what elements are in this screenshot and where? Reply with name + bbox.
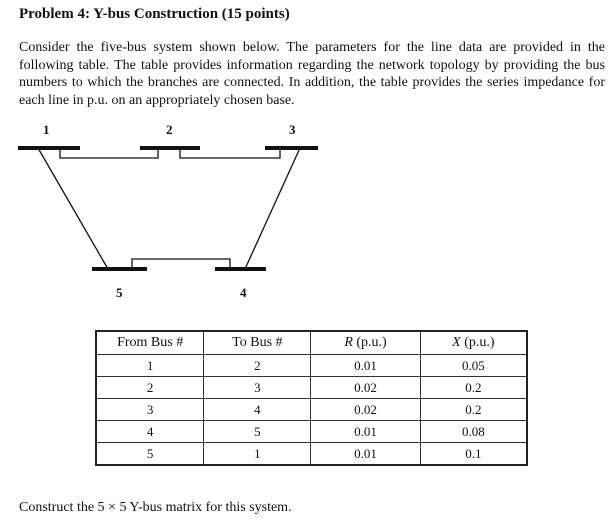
cell-x: 0.05	[420, 355, 527, 377]
cell-r: 0.02	[311, 377, 420, 399]
problem-instruction: Construct the 5 × 5 Y-bus matrix for this system.	[19, 500, 292, 515]
cell-x: 0.2	[420, 377, 527, 399]
header-to-bus: To Bus #	[204, 331, 311, 355]
cell-to: 5	[204, 421, 311, 443]
cell-from: 5	[96, 443, 204, 466]
cell-r: 0.01	[311, 443, 420, 466]
table-row	[96, 377, 527, 399]
header-x-unit: (p.u.)	[460, 335, 495, 350]
header-from-bus: From Bus #	[96, 331, 204, 355]
table-row	[96, 355, 527, 377]
bus-label-4: 4	[240, 285, 247, 300]
cell-from: 1	[96, 355, 204, 377]
cell-to: 3	[204, 377, 311, 399]
header-reactance	[420, 331, 527, 355]
cell-to: 1	[204, 443, 311, 466]
cell-from: 4	[96, 421, 204, 443]
bus-label-1: 1	[43, 122, 50, 137]
line-5-1	[38, 148, 108, 269]
header-r-unit: (p.u.)	[352, 335, 387, 350]
cell-x: 0.2	[420, 399, 527, 421]
cell-x: 0.1	[420, 443, 527, 466]
table-row	[96, 399, 527, 421]
bus-label-2: 2	[166, 122, 173, 137]
bus-label-5: 5	[116, 285, 123, 300]
table-row	[96, 421, 527, 443]
cell-r: 0.02	[311, 399, 420, 421]
header-r-symbol: R	[344, 335, 353, 350]
line-data-table	[95, 330, 528, 466]
cell-from: 2	[96, 377, 204, 399]
cell-to: 4	[204, 399, 311, 421]
header-resistance	[311, 331, 420, 355]
bus-label-3: 3	[289, 122, 296, 137]
header-x-symbol: X	[452, 335, 461, 350]
cell-from: 3	[96, 399, 204, 421]
cell-r: 0.01	[311, 421, 420, 443]
cell-to: 2	[204, 355, 311, 377]
line-3-4	[245, 148, 300, 269]
cell-r: 0.01	[311, 355, 420, 377]
problem-title: Problem 4: Y-bus Construction (15 points)	[19, 6, 290, 22]
table-header-row	[96, 331, 527, 355]
problem-description: Consider the five-bus system shown below. The parameters for the line data are provided in the following table. The table provides information regarding the network topology by providing the bus numbers to which the branches are connected. In addition, the table provides the series impedance for each line in p.u. on an appropriately chosen base.	[19, 40, 605, 108]
cell-x: 0.08	[420, 421, 527, 443]
table-row	[96, 443, 527, 466]
